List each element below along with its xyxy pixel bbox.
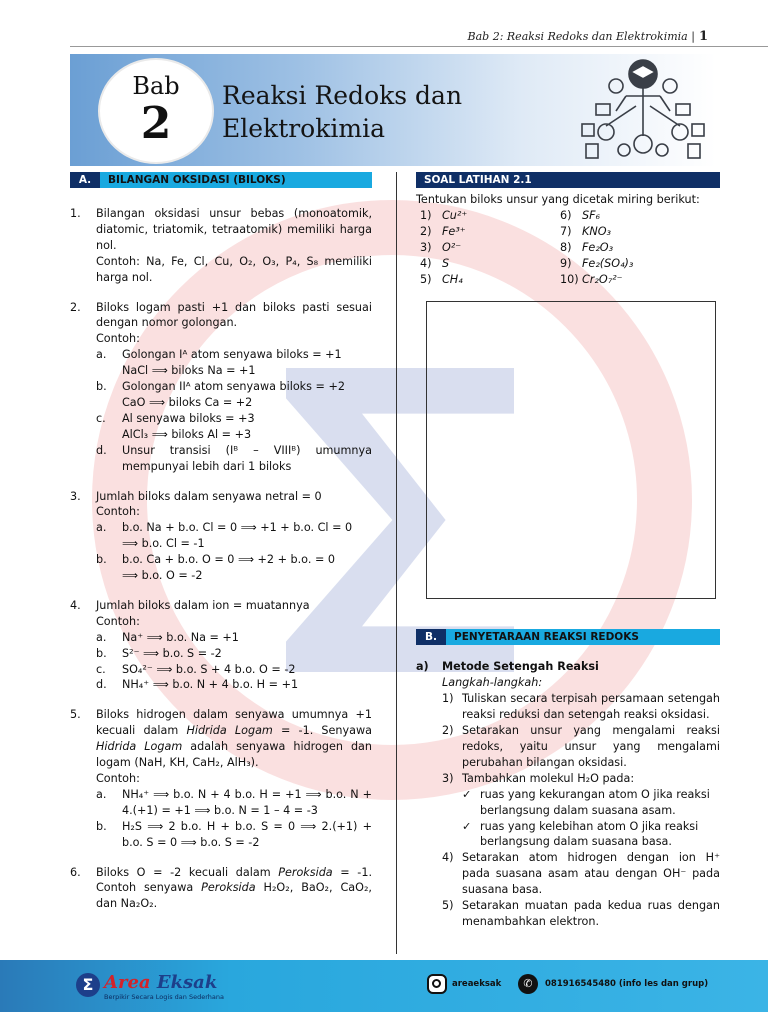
list-item: 1. Bilangan oksidasi unsur bebas (monoatomik, diatomic, triatomik, tetraatomik) memiliki harga nol. Contoh: Na, Fe, Cl, Cu, O₂, O₃, P₄, S₈ memiliki harga nol. (70, 207, 372, 284)
list-item: 7) KNO₃ (560, 224, 611, 238)
instagram-icon[interactable] (427, 974, 447, 994)
list-item: 8) Fe₂O₃ (560, 240, 614, 254)
practice-list (416, 208, 720, 288)
page-number: 1 (698, 29, 708, 44)
whatsapp-icon[interactable]: ✆ (518, 974, 538, 994)
practice-heading: SOAL LATIHAN 2.1 (416, 172, 720, 188)
practice-intro: Tentukan biloks unsur yang dicetak miring berikut: (416, 193, 700, 206)
header-rule (70, 46, 768, 47)
list-item: 9) Fe₂(SO₄)₃ (560, 256, 634, 270)
list-item: 6) SF₆ (560, 208, 601, 222)
list-item: 2) Fe³⁺ (420, 224, 466, 238)
whatsapp-contact[interactable]: 081916545480 (info les dan grup) (545, 979, 709, 989)
list-item: ✓ ruas yang kekurangan atom O jika reaksi berlangsung dalam suasana asam. (462, 787, 710, 817)
list-item: ✓ ruas yang kelebihan atom O jika reaksi berlangsung dalam suasana basa. (462, 819, 699, 849)
list-item: 10) Cr₂O₇²⁻ (560, 272, 623, 286)
list-item: 4. Jumlah biloks dalam ion = muatannya Contoh: a. Na⁺ ⟹ b.o. Na = +1 b. S²⁻ ⟹ b.o. S = -2 c. SO₄²⁻ ⟹ b.o. S + 4 b.o. O = -2 d. NH₄⁺ ⟹ b.o. N + 4 b.o. H = +1 (70, 598, 310, 692)
brand-tagline: Berpikir Secara Logis dan Sederhana (104, 993, 224, 1001)
answer-box[interactable] (426, 301, 716, 599)
list-item: 3. Jumlah biloks dalam senyawa netral = 0 Contoh: a. b.o. Na + b.o. Cl = 0 ⟹ +1 + b.o. Cl = 0 ⟹ b.o. Cl = -1 b. b.o. Ca + b.o. O = 0 ⟹ +2 + b.o. = 0 ⟹ b.o. O = -2 (70, 489, 353, 583)
chapter-badge: Bab 2 (98, 58, 214, 164)
list-item: 1) Tuliskan secara terpisah persamaan setengah reaksi reduksi dan setengah reaksi oksidasi. (442, 692, 720, 722)
sigma-logo-icon: Σ (76, 973, 100, 997)
list-item: 4) S (420, 256, 450, 270)
checkmark-icon: ✓ (462, 819, 472, 833)
running-header: Bab 2: Reaksi Redoks dan Elektrokimia | 1 (467, 29, 708, 44)
list-item: 5. Biloks hidrogen dalam senyawa umumnya +1 kecuali dalam Hidrida Logam = -1. Senyawa Hidrida Logam adalah senyawa hidrogen dan logam (NaH, KH, CaH₂, AlH₃). Contoh: a. NH₄⁺ ⟹ b.o. N + 4 b.o. H = +1 ⟹ b.o. N + 4.(+1) = +1 ⟹ b.o. N = 1 – 4 = -3 b. H₂S ⟹ 2 b.o. H + b.o. S = 0 ⟹ 2.(+1) + b.o. S = 0 ⟹ b.o. S = -2 (70, 708, 373, 849)
method-heading: a) Metode Setengah Reaksi (416, 660, 599, 674)
list-item: 5) CH₄ (420, 272, 463, 286)
list-item: 3) Tambahkan molekul H₂O pada: (442, 771, 635, 785)
instagram-handle[interactable]: areaeksak (452, 979, 502, 989)
list-item: 1) Cu²⁺ (420, 208, 468, 222)
chapter-title: Reaksi Redoks dan Elektrokimia (222, 81, 463, 143)
steps-label: Langkah-langkah: (442, 676, 543, 690)
list-item: 5) Setarakan muatan pada kedua ruas dengan menambahkan elektron. (442, 899, 720, 928)
practice-section (416, 172, 720, 930)
list-item: 2) Setarakan unsur yang mengalami reaksi redoks, yaitu unsur yang mengalami perubahan bilangan oksidasi. (442, 724, 720, 769)
brand-logo: Area Eksak (104, 972, 218, 993)
list-item: 6. Biloks O = -2 kecuali dalam Peroksida = -1. Contoh senyawa Peroksida H₂O₂, BaO₂, CaO₂, dan Na₂O₂. (70, 865, 373, 911)
checkmark-icon: ✓ (462, 787, 472, 801)
section-a-heading: A. BILANGAN OKSIDASI (BILOKS) (70, 172, 372, 188)
list-item: 3) O²⁻ (420, 240, 462, 254)
list-item: 2. Biloks logam pasti +1 dan biloks pasti sesuai dengan nomor golongan. Contoh: a. Golongan Iᴬ atom senyawa biloks = +1 NaCl ⟹ biloks Na = +1 b. Golongan IIᴬ atom senyawa biloks = +2 CaO ⟹ biloks Ca = +2 c. Al senyawa biloks = +3 AlCl₃ ⟹ biloks Al = +3 d. Unsur transisi (Iᴮ – VIIIᴮ) umumnya mempunyai lebih dari 1 biloks (70, 300, 372, 473)
education-tech-icon (576, 56, 710, 164)
list-item: 4) Setarakan atom hidrogen dengan ion H⁺ pada suasana asam atau dengan OH⁻ pada suasana basa. (442, 851, 720, 897)
section-b-heading: B. PENYETARAAN REAKSI REDOKS (416, 629, 720, 645)
column-divider (396, 172, 397, 954)
section-a (70, 172, 372, 912)
